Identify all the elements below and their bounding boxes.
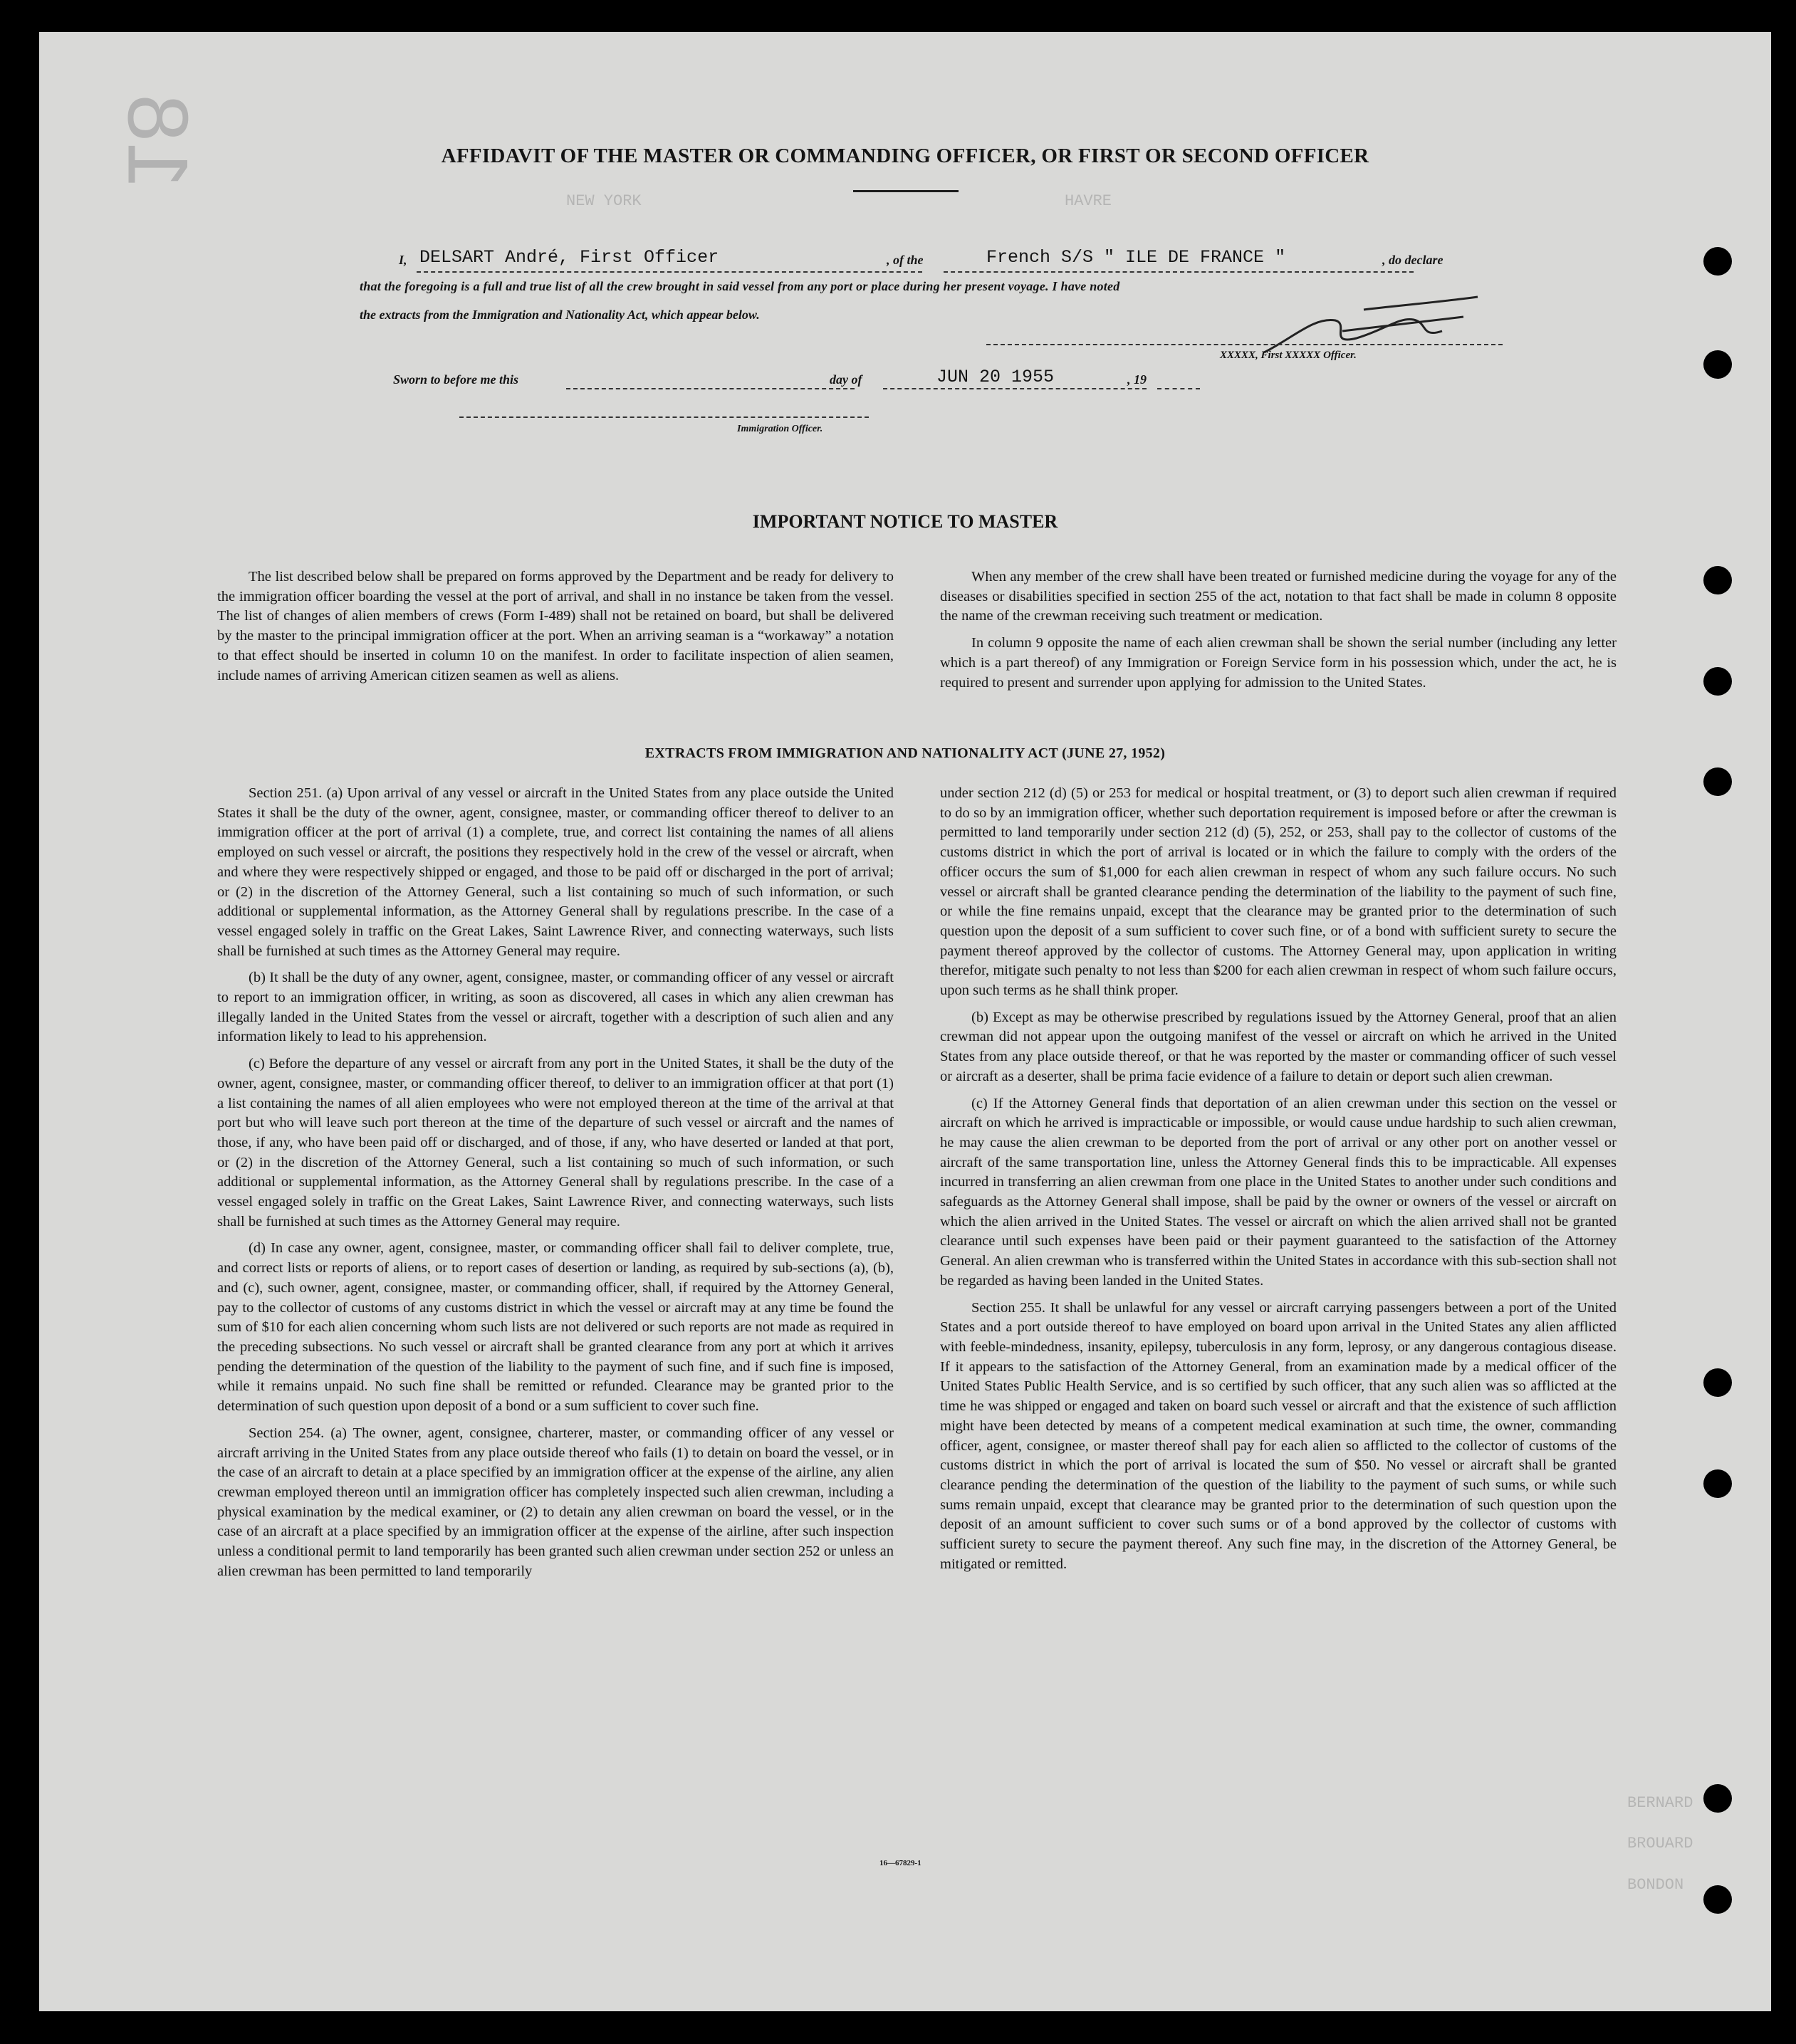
extracts-right-column bbox=[940, 784, 1617, 1581]
bleed-through-page-number: 18 bbox=[110, 94, 206, 189]
declaration-line-3: the extracts from the Immigration and Nationality Act, which appear below. bbox=[360, 308, 760, 322]
punch-hole bbox=[1703, 667, 1732, 696]
notice-left-paragraph: The list described below shall be prepared on forms approved by the Department and be ready for delivery to the immigration officer boarding the vessel at the port of arrival, and shall in no instance be taken from the vessel. The list of changes of alien members of crews (Form I-489) shall not be retained on board, but shall be delivered by the master to the principal immigration officer at the port. When an arriving seaman is a “workaway” a notation to that effect should be inserted in column 10 on the manifest. In order to facilitate inspection of alien seamen, include names of arriving American citizen seamen as well as aliens. bbox=[217, 569, 894, 683]
vessel-name: French S/S " ILE DE FRANCE " bbox=[986, 247, 1286, 268]
section-254-a: Section 254. (a) The owner, agent, consignee, charterer, master, or commanding officer of any vessel or aircraft arriving in the United States from any place outside thereof who fails (1) to detain on board the vessel, or in the case of an aircraft to detain at a place specified by an immigration officer at the expense of the airline, any alien crewman employed thereon until an immigration officer has completely inspected such alien crewman, including a physical examination by the medical examiner, or (2) to detain any alien crewman on board the vessel, or in the case of an aircraft at a place specified by an immigration officer at the expense of the airline, after such inspection unless a conditional permit to land temporarily has been granted such alien crewman under section 252 or unless an alien crewman has been permitted to land temporarily bbox=[217, 1425, 894, 1579]
punch-hole bbox=[1703, 566, 1732, 594]
signature-caption: XXXXX, First XXXXX Officer. bbox=[1220, 350, 1357, 361]
notice-right-column bbox=[940, 567, 1617, 700]
notice-right-paragraph-2: In column 9 opposite the name of each alien crewman shall be shown the serial number (including any letter which is a part thereof) of any Immigration or Foreign Service form in his possession which, under the act, he is required to present and surrender upon applying for admission to the United States. bbox=[940, 635, 1617, 691]
punch-hole bbox=[1703, 767, 1732, 796]
punch-hole bbox=[1703, 350, 1732, 379]
title-underline bbox=[853, 190, 959, 192]
extracts-title: EXTRACTS FROM IMMIGRATION AND NATIONALITY ACT (JUNE 27, 1952) bbox=[644, 745, 1166, 761]
punch-hole bbox=[1703, 1784, 1732, 1813]
ghost-text: BONDON bbox=[1627, 1876, 1684, 1894]
section-251-b: (b) It shall be the duty of any owner, agent, consignee, master, or commanding officer of any vessel or aircraft to report to an immigration officer, in writing, as soon as discovered, all cases in which any alien crewman has illegally landed in the United States from the vessel or aircraft, together with a description of such alien and any information likely to lead to his apprehension. bbox=[217, 970, 894, 1045]
ghost-text: BERNARD bbox=[1627, 1794, 1693, 1812]
section-254-a-continued: under section 212 (d) (5) or 253 for medical or hospital treatment, or (3) to deport such alien crewman if required to do so by an immigration officer, whether such deportation requirement is imposed before or after the crewman is permitted to land temporarily under section 212 (d) (5), 252, or 253, shall pay to the collector of customs of the customs district in which the port of arrival is located or in which the failure to comply with the orders of the officer occurs the sum of $1,000 for each alien crewman in respect of whom any such failure occurs. No such vessel or aircraft shall be granted clearance pending the determination of the liability to the payment of such fine, or while the fine remains unpaid, except that the clearance may be granted prior to the determination of such question upon the deposit of a sum sufficient to cover such fine, or of a bond with sufficient surety to secure the payment thereof approved by the collector of customs. The Attorney General may, upon application in writing therefor, mitigate such penalty to not less than $200 for each alien crewman in respect of whom such failure occurs, upon such terms as he shall think proper. bbox=[940, 785, 1617, 999]
section-251-a: Section 251. (a) Upon arrival of any vessel or aircraft in the United States from any place outside the United States it shall be the duty of the owner, agent, consignee, master, or commanding officer thereof to deliver to an immigration officer at the port of arrival (1) a complete, true, and correct list containing the names of all aliens employed on such vessel or aircraft, the positions they respectively hold in the crew of the vessel or aircraft, when and where they were respectively shipped or engaged, and those to be paid off or discharged in the port of arrival; or (2) in the discretion of the Attorney General, such a list containing so much of such information, or such additional or supplemental information, as the Attorney General shall by regulations prescribe. In the case of a vessel engaged solely in traffic on the Great Lakes, Saint Lawrence River, and connecting waterways, such lists shall be furnished at such times as the Attorney General may require. bbox=[217, 785, 894, 959]
sworn-prefix: Sworn to before me this bbox=[393, 372, 519, 387]
ghost-text: NEW YORK bbox=[566, 192, 642, 210]
sworn-day-of: day of bbox=[830, 372, 862, 387]
ghost-text: HAVRE bbox=[1065, 192, 1112, 210]
section-254-b: (b) Except as may be otherwise prescribed by regulations issued by the Attorney General, proof that an alien crewman did not appear upon the outgoing manifest of the vessel or aircraft on which he arrived in the United States from any place outside thereof, or that he was reported by the master or commanding officer of such vessel or aircraft as a deserter, shall be prima facie evidence of a failure to detain or deport such alien crewman. bbox=[940, 1009, 1617, 1084]
punch-hole bbox=[1703, 1469, 1732, 1498]
notice-right-paragraph-1: When any member of the crew shall have been treated or furnished medicine during the voyage for any of the diseases or disabilities specified in section 255 of the act, notation to that fact shall be made in column 8 opposite the name of the crewman receiving such treatment or medication. bbox=[940, 569, 1617, 624]
officer-name-line bbox=[417, 271, 922, 273]
form-number: 16—67829-1 bbox=[879, 1859, 922, 1867]
section-254-c: (c) If the Attorney General finds that deportation of an alien crewman under this section on the vessel or aircraft on which he arrived is impracticable or impossible, or would cause undue hardship to such alien crewman, he may cause the alien crewman to be deported from the port of arrival or any other port on another vessel or aircraft of the same transportation line, unless the Attorney General finds this to be impracticable. All expenses incurred in transferring an alien crewman from one place in the United States to another under such conditions and safeguards as the Attorney General shall impose, shall be paid by the owner or owners of the vessel or aircraft on which the alien arrived in the United States. The vessel or aircraft on which the alien arrived shall not be granted clearance until such expenses have been paid or their payment guaranteed to the satisfaction of the Attorney General. An alien crewman who is transferred within the United States in accordance with this sub-section shall not be regarded as having been landed in the United States. bbox=[940, 1095, 1617, 1289]
declaration-line-2: that the foregoing is a full and true list of all the crew brought in said vessel from any port or place during her present voyage. I have noted bbox=[360, 279, 1120, 293]
immigration-officer-line bbox=[459, 416, 869, 418]
section-251-d: (d) In case any owner, agent, consignee, master, or commanding officer shall fail to deliver complete, true, and correct lists or reports of aliens, or to report cases of desertion or landing, as required by sub-sections (a), (b), and (c), such owner, agent, consignee, master, or commanding officer, shall, if required by the Attorney General, pay to the collector of customs of any customs district in which the vessel or aircraft may at any time be found the sum of $10 for each alien concerning whom such lists are not delivered or such reports are not made as required in the preceding subsections. No such vessel or aircraft shall be granted clearance from any port at which it arrives pending the determination of the question of the liability to the payment of such fine, and if such fine is imposed, while it remains unpaid. No such fine shall be remitted or refunded. Clearance may be granted prior to the determination of such question upon deposit of a bond or a sum sufficient to cover such fine. bbox=[217, 1240, 894, 1415]
notice-title: IMPORTANT NOTICE TO MASTER bbox=[752, 511, 1058, 532]
punch-hole bbox=[1703, 247, 1732, 276]
declaration-of-the: , of the bbox=[887, 253, 924, 267]
ghost-text: BROUARD bbox=[1627, 1835, 1693, 1852]
sworn-year-line bbox=[1157, 388, 1200, 389]
sworn-date-line bbox=[883, 388, 1147, 389]
punch-hole bbox=[1703, 1885, 1732, 1914]
sworn-day-line bbox=[566, 388, 855, 389]
affidavit-title: AFFIDAVIT OF THE MASTER OR COMMANDING OFFICER, OR FIRST OR SECOND OFFICER bbox=[441, 145, 1369, 167]
extracts-left-column bbox=[217, 784, 894, 1588]
immigration-officer-caption: Immigration Officer. bbox=[737, 424, 823, 434]
sworn-date: JUN 20 1955 bbox=[936, 367, 1055, 387]
declaration-do-declare: , do declare bbox=[1382, 253, 1443, 267]
section-251-c: (c) Before the departure of any vessel or aircraft from any port in the United States, it shall be the duty of the owner, agent, consignee, master, or commanding officer thereof, to deliver to an immigration officer at that port (1) a list containing the names of all alien employees who were not employed thereon at the time of the arrival at that port but who will leave such port thereon at the time of the departure of such vessel or aircraft and the names of those, if any, who have been paid off or discharged, and of those, if any, who have deserted or landed at that port, or (2) in the discretion of the Attorney General, such a list containing so much of such information, or such additional or supplemental information, as the Attorney General shall by regulations prescribe. In the case of a vessel engaged solely in traffic on the Great Lakes, Saint Lawrence River, and connecting waterways, such lists shall be furnished at such times as the Attorney General may require. bbox=[217, 1056, 894, 1230]
punch-hole bbox=[1703, 1368, 1732, 1397]
sworn-year-prefix: , 19 bbox=[1127, 372, 1147, 387]
section-255: Section 255. It shall be unlawful for any vessel or aircraft carrying passengers between a port of the United States and a port outside thereof to have employed on board upon arrival in the United States any alien afflicted with feeble-mindedness, insanity, epilepsy, tuberculosis in any form, leprosy, or any dangerous contagious disease. If it appears to the satisfaction of the Attorney General, from an examination made by a medical officer of the United States Public Health Service, and is so certified by such officer, that any such alien was so afflicted at the time he was shipped or engaged and taken on board such vessel or aircraft and that the existence of such affliction might have been detected by means of a competent medical examination at such time, the owner, commanding officer, agent, consignee, or master thereof shall pay for each alien so afflicted to the collector of customs of the customs district in which the port of arrival is located the sum of $50. No vessel or aircraft shall be granted clearance pending the determination of the question of the liability to the payment of such sums, or while such sums remain unpaid, except that clearance may be granted prior to the determination of such question upon the deposit of an amount sufficient to cover such sums or of a bond approved by the collector of customs with sufficient surety to secure the payment thereof. Any such fine may, in the discretion of the Attorney General, be mitigated or remitted. bbox=[940, 1299, 1617, 1572]
notice-left-column bbox=[217, 567, 894, 693]
declaration-prefix: I, bbox=[399, 253, 407, 267]
signature-line bbox=[986, 344, 1503, 345]
vessel-name-line bbox=[944, 271, 1414, 273]
officer-name: DELSART André, First Officer bbox=[419, 247, 719, 268]
document-page bbox=[39, 32, 1771, 2011]
